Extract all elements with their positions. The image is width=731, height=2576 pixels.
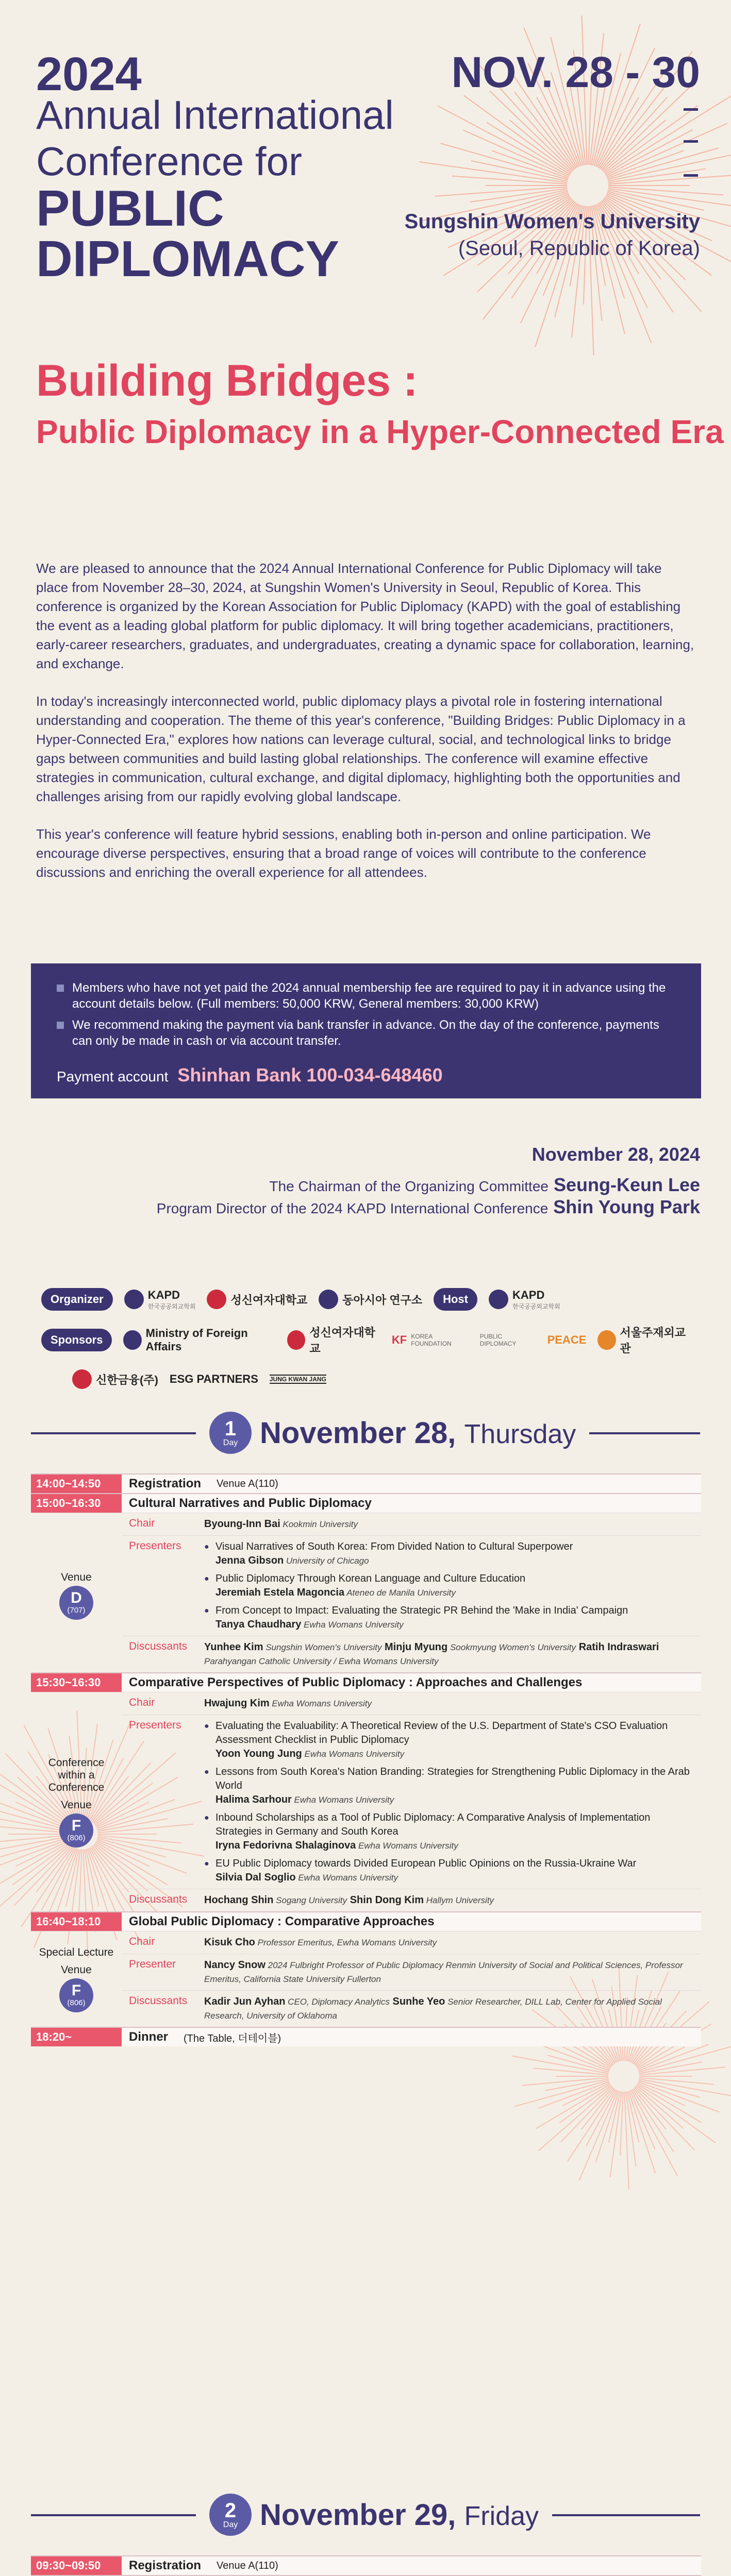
sunburst-ray <box>438 106 570 176</box>
sunburst-ray <box>633 2089 674 2152</box>
divider <box>684 108 698 111</box>
session-rows <box>122 1513 701 1672</box>
session-venue <box>31 1513 122 1672</box>
presentation-authors <box>215 1618 696 1632</box>
sunburst-ray <box>522 2078 608 2086</box>
session-title: Registration Venue A(110) <box>122 1475 701 1493</box>
person-name: Silvia Dal Soglio <box>215 1872 296 1883</box>
institute-icon <box>319 1290 338 1309</box>
venue-label: Venue <box>61 1571 92 1583</box>
role-content <box>199 1715 701 1889</box>
day-header: 2 Day November 29, Friday <box>0 2483 731 2545</box>
sunburst-ray <box>627 2091 639 2142</box>
sunburst-ray <box>471 161 568 181</box>
presentation <box>204 1811 696 1853</box>
venue-room: (806) <box>67 1834 86 1842</box>
mofa-logo: Ministry of Foreign Affairs <box>123 1327 276 1353</box>
session-venue <box>31 1692 122 1911</box>
session-time: 18:20~ <box>31 2028 122 2046</box>
sunburst-ray <box>463 130 569 177</box>
sunburst-ray <box>538 2087 612 2151</box>
role-label: Discussants <box>129 1893 188 1905</box>
role-label: Chair <box>129 1936 155 1947</box>
person-name: Halima Sarhour <box>215 1794 292 1805</box>
sunburst-ray <box>464 95 571 173</box>
person-affiliation: Ewha Womans University <box>302 1749 405 1759</box>
sunburst-ray <box>635 2088 694 2150</box>
role-label: Presenter <box>129 1958 176 1970</box>
signer-name: Seung-Keun Lee <box>553 1174 700 1195</box>
session-venue-note: Venue A(110) <box>217 2560 278 2571</box>
role-content <box>199 1692 701 1715</box>
sunburst-ray <box>419 162 567 182</box>
sunburst-ray <box>559 2086 611 2123</box>
day-badge: 1 Day <box>209 1412 252 1454</box>
event-venue <box>405 208 700 262</box>
presentation <box>204 1857 696 1885</box>
person <box>204 1641 381 1653</box>
venue-location: (Seoul, Republic of Korea) <box>458 237 700 260</box>
session-title-row <box>31 1911 701 1931</box>
account-value: Shinhan Bank 100-034-648460 <box>177 1064 443 1086</box>
role-content <box>199 1954 701 1990</box>
sunburst-ray <box>638 2083 685 2106</box>
session-role-row <box>122 1954 701 1991</box>
sunburst-ray <box>620 2092 623 2156</box>
session-time: 09:30~09:50 <box>31 2556 122 2575</box>
person <box>215 1555 369 1566</box>
session-body <box>31 1692 701 1911</box>
sunburst-ray <box>628 2091 655 2174</box>
session-title: Registration Venue A(110) <box>122 2556 701 2575</box>
session-title-row <box>31 1672 701 1692</box>
session-role-row <box>122 1991 701 2027</box>
event-title-strong: PUBLIC DIPLOMACY <box>36 180 339 287</box>
session-time: 15:00~16:30 <box>31 1494 122 1513</box>
person-affiliation: Ewha Womans University <box>291 1795 394 1805</box>
sunburst-ray <box>509 120 572 173</box>
sunburst-ray <box>636 2086 716 2143</box>
role-content <box>199 1931 701 1954</box>
sunburst-ray <box>602 97 668 170</box>
sunburst-ray <box>639 2046 731 2072</box>
venue-code: D <box>71 1589 82 1606</box>
person-affiliation: Hallym University <box>424 1895 494 1905</box>
sunburst-ray <box>608 150 731 181</box>
diplomats-icon <box>597 1330 616 1350</box>
session-title-row <box>31 2027 701 2046</box>
sunburst-ray <box>512 2056 609 2074</box>
schedule-day-1 <box>31 1473 701 2046</box>
sunburst-ray <box>596 2091 619 2163</box>
sunburst-ray <box>639 2067 725 2075</box>
sunburst-ray <box>608 190 704 210</box>
role-content <box>199 1536 701 1636</box>
person-affiliation: Senior Researcher, DILL Lab, Center for Applied Social Research, University of Oklahoma <box>204 1997 662 2021</box>
sunburst-ray <box>639 2062 702 2074</box>
sunburst-ray <box>537 97 577 168</box>
theme-line-1: Building Bridges : <box>36 356 418 405</box>
sunburst-ray <box>606 130 693 176</box>
payment-notice <box>31 963 701 1098</box>
venue-label: Venue <box>61 1799 92 1811</box>
day-date: November 29 <box>260 2498 448 2532</box>
presentation <box>204 1604 696 1632</box>
sunburst-ray <box>562 2047 610 2070</box>
session-role-row <box>122 1536 701 1636</box>
sunburst-ray <box>536 2084 610 2128</box>
sunburst-ray <box>638 2047 685 2070</box>
sunburst-ray <box>639 2080 701 2097</box>
role-content <box>199 1889 701 1911</box>
session-role-row <box>122 1715 701 1889</box>
sunburst-ray <box>562 2083 610 2106</box>
presentation <box>204 1540 696 1568</box>
person-name: Kisuk Cho <box>204 1937 255 1948</box>
mofa-icon <box>123 1330 141 1350</box>
sunburst-ray <box>607 123 728 177</box>
presentation-title: ● Public Diplomacy Through Korean Language and Culture Education <box>215 1573 526 1584</box>
person <box>385 1641 576 1653</box>
sunburst-ray <box>634 2088 667 2129</box>
role-content <box>199 1636 701 1672</box>
presentation-authors <box>215 1586 696 1600</box>
peace-logo: PEACE <box>547 1333 587 1346</box>
theme-line-2: Public Diplomacy in a Hyper-Connected Era <box>36 413 724 450</box>
session-format: Special Lecture <box>39 1946 114 1958</box>
session-role-row <box>122 1889 701 1911</box>
sunburst-ray <box>514 2080 609 2107</box>
payment-account <box>57 1064 675 1086</box>
venue-badge <box>59 1814 93 1848</box>
sunburst-ray <box>624 2092 629 2190</box>
presentation-authors <box>215 1793 696 1807</box>
sunburst-ray <box>586 2090 617 2146</box>
sunburst-ray <box>607 150 684 178</box>
person-affiliation: Sogang University <box>273 1895 347 1905</box>
role-label: Chair <box>129 1517 155 1529</box>
presentation-title: ● Evaluating the Evaluability: A Theoretical Review of the U.S. Department of State's CSO Evaluation Assessment Checklist in Public Diplomacy <box>215 1720 668 1745</box>
presentation-authors <box>215 1871 696 1885</box>
sunburst-ray <box>637 2084 702 2123</box>
session-role-row <box>122 1931 701 1954</box>
session-title: Global Public Diplomacy : Comparative Approaches <box>122 1912 701 1931</box>
venue-name: Sungshin Women's University <box>404 210 700 233</box>
person-name: Ratih Indraswari <box>578 1641 659 1653</box>
person-name: Byoung-Inn Bai <box>204 1518 280 1530</box>
sunburst-ray <box>452 176 567 184</box>
kapd-icon <box>489 1290 508 1309</box>
sunburst-ray <box>604 106 697 174</box>
intro-paragraph: This year's conference will feature hybrid sessions, enabling both in-person and online participation. We encourage diverse perspectives, ensuring that a broad range of voices will contribute to the conference discussions and enriching the overall experience for all attendees. <box>36 826 651 880</box>
host-label: Host <box>434 1288 477 1311</box>
person-affiliation: 2024 Fulbright Professor of Public Diplomacy Renmin University of Social and Political Sciences, Professor Emeritus, California State University Fullerton <box>204 1960 683 1984</box>
day-weekday: Friday <box>464 2501 539 2531</box>
venue-room: (806) <box>67 1998 86 2007</box>
sponsor-logo: 신한금융(주) <box>72 1369 158 1389</box>
presentation-authors <box>215 1839 696 1853</box>
person <box>215 1794 394 1805</box>
person <box>204 1698 372 1709</box>
person-affiliation: University of Chicago <box>284 1556 369 1566</box>
day-date: November 28 <box>260 1416 448 1450</box>
session-time: 15:30~16:30 <box>31 1673 122 1692</box>
divider <box>684 174 698 177</box>
sunburst-ray <box>608 187 723 195</box>
role-label: Chair <box>129 1697 155 1708</box>
role-label: Presenters <box>129 1719 181 1731</box>
notice-item: Members who have not yet paid the 2024 annual membership fee are required to pay it in advance using the account details below. (Full members: 50,000 KRW, General members: 30,000 KRW) <box>57 980 675 1012</box>
person <box>215 1840 458 1851</box>
session-rows <box>122 1692 701 1911</box>
sunburst-ray <box>639 2079 731 2096</box>
sunburst-ray <box>435 187 567 196</box>
sunburst-ray <box>605 95 731 175</box>
conference-theme <box>36 355 724 451</box>
role-content <box>199 1513 701 1535</box>
session-rows <box>122 1931 701 2027</box>
person <box>204 1937 437 1948</box>
sunburst-ray <box>539 2082 609 2108</box>
person <box>215 1872 398 1883</box>
person-name: Yunhee Kim <box>204 1641 263 1653</box>
venue-badge <box>59 1586 93 1620</box>
person-affiliation: Kookmin University <box>280 1519 358 1529</box>
divider <box>684 140 698 143</box>
session-body <box>31 1931 701 2027</box>
esg-partners-logo: ESG PARTNERS <box>169 1372 258 1385</box>
venue-badge <box>59 1978 93 2012</box>
presentation-title: ● Visual Narratives of South Korea: From Divided Nation to Cultural Superpower <box>215 1541 573 1552</box>
presentation <box>204 1572 696 1600</box>
sunburst-ray <box>441 143 568 180</box>
session-title: Comparative Perspectives of Public Diplomacy : Approaches and Challenges <box>122 1673 701 1692</box>
university-icon <box>287 1330 305 1350</box>
person <box>204 1518 358 1530</box>
person-name: Hochang Shin <box>204 1894 274 1906</box>
person-name: Yoon Young Jung <box>215 1748 302 1759</box>
presentation-title: ● EU Public Diplomacy towards Divided European Public Opinions on the Russia-Ukraine War <box>215 1858 637 1869</box>
logo-section <box>41 1288 691 1402</box>
schedule-day-2 <box>31 2555 701 2576</box>
role-content <box>199 1991 701 2027</box>
person-name: Kadir Jun Ayhan <box>204 1996 286 2007</box>
presentation <box>204 1765 696 1807</box>
session-format: Conference within a Conference <box>48 1756 105 1793</box>
person-affiliation: CEO, Diplomacy Analytics <box>285 1997 390 2007</box>
session-title-row <box>31 2555 701 2575</box>
session-title: Cultural Narratives and Public Diplomacy <box>122 1494 701 1513</box>
person-affiliation: Parahyangan Catholic University / Ewha Womans University <box>204 1656 439 1666</box>
person-affiliation: Ewha Womans University <box>295 1873 398 1883</box>
kapd-logo: KAPD 한국공공외교학회 <box>124 1289 196 1311</box>
signer-name: Shin Young Park <box>553 1196 700 1217</box>
person-name: Jeremiah Estela Magoncia <box>215 1587 345 1598</box>
signature-block <box>157 1144 700 1219</box>
seoul-diplomats-logo: 서울주재외교관 <box>597 1324 691 1356</box>
sunburst-ray <box>492 150 568 178</box>
person-name: Nancy Snow <box>204 1959 265 1971</box>
session-role-row <box>122 1692 701 1715</box>
person-affiliation: Ewha Womans University <box>269 1699 372 1708</box>
person-affiliation: Sookmyung Women's University <box>447 1642 576 1652</box>
presentation-title: ● From Concept to Impact: Evaluating the Strategic PR Behind the 'Make in India' Campaign <box>215 1605 628 1616</box>
person <box>204 1959 683 1985</box>
intro-paragraph: In today's increasingly interconnected world, public diplomacy plays a pivotal role in fostering international understanding and cooperation. The theme of this year's conference, "Building Bridges: Public Diplomacy in a Hyper-Connected Era," explores how nations can leverage cultural, social, and technological links to bridge gaps between communities and build lasting global relationships. The conference will examine effective strategies in communication, cultural exchange, and digital diplomacy, highlighting both the opportunities and challenges arising from our rapidly evolving global landscape. <box>36 693 686 804</box>
sponsors-label: Sponsors <box>41 1329 112 1351</box>
sunburst-ray <box>630 2091 655 2149</box>
day-header: 1 Day November 28, Thursday <box>0 1401 731 1463</box>
sunburst-ray <box>545 2079 608 2090</box>
session-venue-note: Venue A(110) <box>217 1478 278 1489</box>
role-label: Discussants <box>129 1640 188 1652</box>
person <box>215 1619 404 1630</box>
public-diplomacy-logo: PUBLIC DIPLOMACY <box>479 1333 517 1347</box>
person <box>350 1894 494 1906</box>
signature-date: November 28, 2024 <box>531 1144 700 1165</box>
sunburst-ray <box>608 175 731 184</box>
sunburst-ray <box>470 189 567 202</box>
presentation-authors <box>215 1554 696 1568</box>
kapd-icon <box>124 1290 144 1309</box>
university-icon <box>207 1290 226 1309</box>
sunburst-ray <box>547 2055 609 2072</box>
sunburst-ray <box>514 92 575 170</box>
role-label: Discussants <box>129 1995 188 2007</box>
signer-role: Program Director of the 2024 KAPD International Conference <box>156 1200 549 1216</box>
person-name: Tanya Chaudhary <box>215 1619 302 1630</box>
sunburst-ray <box>608 189 731 209</box>
day-badge: 2 Day <box>209 2494 252 2536</box>
person-affiliation: Ateneo de Manila University <box>344 1588 456 1598</box>
presentation-authors <box>215 1747 696 1761</box>
presentation-title: ● Inbound Scholarships as a Tool of Public Diplomacy: A Comparative Analysis of Implementation Strategies in Germany and South Korea <box>215 1812 651 1837</box>
kf-logo: KF KOREA FOUNDATION <box>391 1333 452 1347</box>
person-affiliation: Sungshin Women's University <box>263 1642 382 1652</box>
event-title-line: Annual International Conference for <box>36 92 394 184</box>
session-time: 16:40~18:10 <box>31 1912 122 1931</box>
person-name: Hwajung Kim <box>204 1698 270 1709</box>
event-dates: NOV. 28 - 30 <box>451 48 700 96</box>
intro-paragraph: We are pleased to announce that the 2024 Annual International Conference for Public Diplomacy will take place from November 28–30, 2024, at Sungshin Women's University in Seoul, Republic of Korea. This conference is organized by the Korean Association for Public Diplomacy (KAPD) with the goal of establishing the event as a leading global platform for public diplomacy. It will bring together academicians, practitioners, early-career researchers, graduates, and undergraduates, creating a dynamic space for collaboration, learning, and exchange. <box>36 561 694 671</box>
session-time: 14:00~14:50 <box>31 1475 122 1493</box>
day-weekday: Thursday <box>464 1419 576 1449</box>
session-title-row <box>31 1473 701 1493</box>
organizer-label: Organizer <box>41 1288 113 1311</box>
person-name: Iryna Fedorivna Shalaginova <box>215 1840 356 1851</box>
east-asia-institute-logo: 동아시아 연구소 <box>319 1290 422 1309</box>
intro-text <box>36 559 696 901</box>
sungshin-sponsor-logo: 성신여자대학교 <box>287 1324 380 1356</box>
sunburst-ray <box>609 2091 621 2142</box>
sunburst-ray <box>604 120 666 173</box>
session-venue-note: (The Table, 더테이블) <box>184 2032 281 2044</box>
sunburst-ray <box>568 2089 616 2161</box>
session-venue <box>31 1931 122 2027</box>
kapd-host-logo: KAPD 한국공공외교학회 <box>489 1289 560 1311</box>
signer-role: The Chairman of the Organizing Committee <box>269 1178 549 1194</box>
event-year: 2024 <box>36 48 142 100</box>
sunburst-ray <box>607 148 718 180</box>
venue-code: F <box>71 1817 81 1834</box>
presentation-title: ● Lessons from South Korea's Nation Branding: Strategies for Strengthening Public Diplomacy in the Arab World <box>215 1766 690 1791</box>
presentation <box>204 1719 696 1761</box>
person <box>215 1748 404 1759</box>
session-title-row <box>31 1493 701 1513</box>
sunburst-ray <box>610 2092 622 2177</box>
sunburst-ray <box>561 2088 613 2142</box>
account-label: Payment account <box>57 1069 169 1084</box>
venue-room: (707) <box>67 1606 86 1615</box>
notice-item: We recommend making the payment via bank transfer in advance. On the day of the conference, payments can only be made in cash or via account transfer. <box>57 1017 675 1049</box>
venue-code: F <box>71 1982 81 1999</box>
sunburst-ray <box>626 2092 636 2166</box>
person-name: Minju Myung <box>385 1641 448 1653</box>
role-label: Presenters <box>129 1540 181 1552</box>
session-title: Dinner (The Table, 더테이블) <box>122 2028 701 2046</box>
session-role-row <box>122 1513 701 1536</box>
company-icon <box>72 1369 92 1389</box>
sunburst-ray <box>579 2091 618 2181</box>
sunburst-ray <box>598 97 639 168</box>
sunburst-ray <box>638 2082 719 2112</box>
person-name: Shin Dong Kim <box>350 1894 424 1906</box>
person-affiliation: Professor Emeritus, Ewha Womans University <box>255 1938 437 1947</box>
sunburst-ray <box>582 2088 614 2129</box>
jung-kwan-jang-logo: JUNG KWAN JANG <box>269 1376 326 1383</box>
person-name: Jenna Gibson <box>215 1555 284 1566</box>
sunburst-ray <box>639 2078 714 2084</box>
sunburst-ray <box>490 91 573 172</box>
venue-label: Venue <box>61 1963 92 1976</box>
sunburst-ray <box>636 2087 684 2129</box>
person <box>204 1996 390 2007</box>
sunburst-ray <box>534 2068 608 2075</box>
sungshin-logo: 성신여자대학교 <box>207 1290 307 1309</box>
sunburst-ray <box>638 2044 709 2071</box>
sunburst-ray <box>487 123 570 175</box>
person <box>215 1587 456 1598</box>
sunburst-ray <box>631 2090 677 2176</box>
session-role-row <box>122 1636 701 1672</box>
session-body <box>31 1513 701 1672</box>
person-affiliation: Ewha Womans University <box>356 1841 458 1851</box>
person <box>204 1894 347 1906</box>
person-affiliation: Ewha Womans University <box>301 1620 404 1630</box>
person-name: Sunhe Yeo <box>392 1996 445 2007</box>
